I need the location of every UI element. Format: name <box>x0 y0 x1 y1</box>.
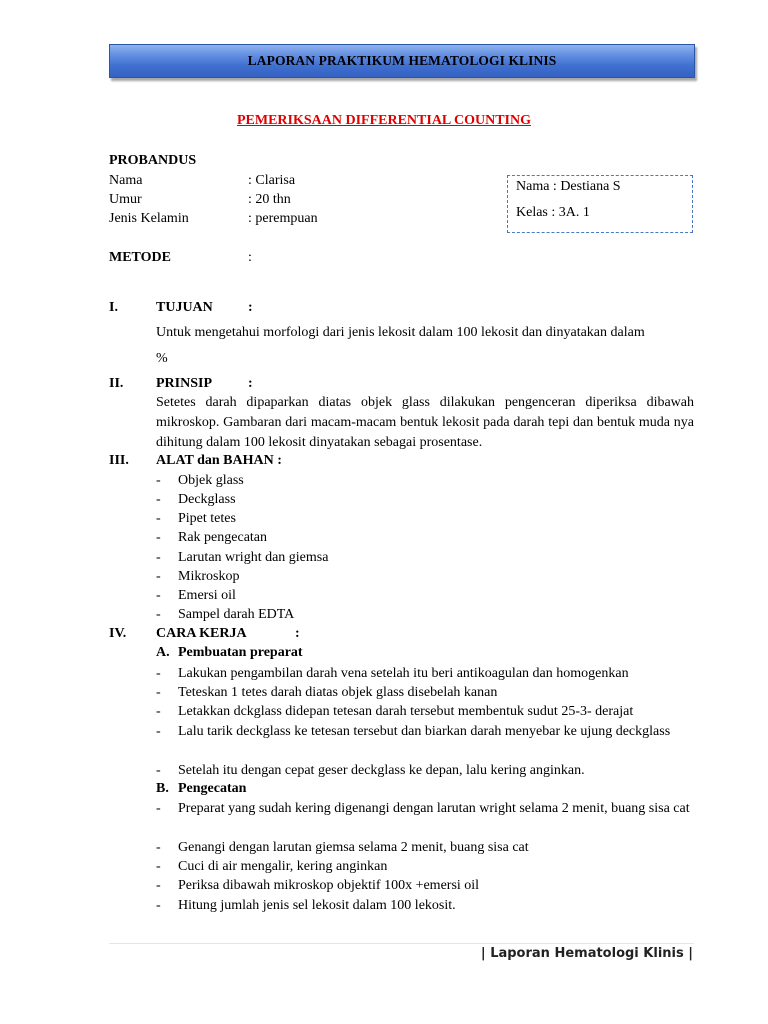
metode-label: METODE <box>109 250 171 265</box>
list-item-text: Lalu tarik deckglass ke tetesan tersebut dan biarkan darah menyebar ke ujung deckglass <box>178 724 671 739</box>
tujuan-colon: : <box>248 300 253 315</box>
identity-nama: Nama : Destiana S <box>516 179 621 194</box>
probandus-heading: PROBANDUS <box>109 153 197 168</box>
identity-box <box>507 175 693 233</box>
bullet: - <box>156 530 161 545</box>
section-number-1: I. <box>109 300 118 315</box>
bullet: - <box>156 704 161 719</box>
list-item-text: Sampel darah EDTA <box>178 607 295 622</box>
jenis-kelamin-label: Jenis Kelamin <box>109 211 189 226</box>
bullet: - <box>156 473 161 488</box>
list-item-text: Genangi dengan larutan giemsa selama 2 menit, buang sisa cat <box>178 840 529 855</box>
bullet: - <box>156 878 161 893</box>
header-banner <box>109 44 695 78</box>
list-item-text: Setelah itu dengan cepat geser deckglass ke depan, lalu kering anginkan. <box>178 763 585 778</box>
cara-kerja-colon: : <box>295 626 300 641</box>
list-item-text: Rak pengecatan <box>178 530 268 545</box>
tujuan-text: Untuk mengetahui morfologi dari jenis lekosit dalam 100 lekosit dan dinyatakan dalam <box>156 325 645 340</box>
list-item-text: Pipet tetes <box>178 511 236 526</box>
bullet: - <box>156 569 161 584</box>
metode-value: : <box>248 250 252 265</box>
umur-label: Umur <box>109 192 142 207</box>
nama-value: : Clarisa <box>248 173 296 188</box>
list-item-text: Lakukan pengambilan darah vena setelah itu beri antikoagulan dan homogenkan <box>178 666 629 681</box>
list-item-text: Teteskan 1 tetes darah diatas objek glass disebelah kanan <box>178 685 498 700</box>
prinsip-colon: : <box>248 376 253 391</box>
prinsip-heading: PRINSIP <box>156 376 213 391</box>
bullet: - <box>156 801 161 816</box>
bullet: - <box>156 840 161 855</box>
section-number-3: III. <box>109 453 129 468</box>
bullet: - <box>156 685 161 700</box>
list-item-text: Mikroskop <box>178 569 240 584</box>
prinsip-text: Setetes darah dipaparkan diatas objek glass dilakukan pengenceran diperiksa dibawah mikroskop. Gambaran dari macam-macam bentuk lekosit pada darah tepi dan bentuk muda nya dihitung dalam 100 lekosit dinyatakan sebagai prosentase. <box>156 395 694 450</box>
subsection-b-label: B. <box>156 781 169 796</box>
tujuan-heading: TUJUAN <box>156 300 213 315</box>
cara-kerja-heading: CARA KERJA <box>156 626 247 641</box>
list-item-text: Larutan wright dan giemsa <box>178 550 329 565</box>
identity-kelas: Kelas : 3A. 1 <box>516 205 590 220</box>
footer-divider <box>109 943 694 944</box>
bullet: - <box>156 492 161 507</box>
banner-title: LAPORAN PRAKTIKUM HEMATOLOGI KLINIS <box>247 53 557 68</box>
subsection-a-label: A. <box>156 645 170 660</box>
bullet: - <box>156 859 161 874</box>
bullet: - <box>156 511 161 526</box>
list-item-text: Letakkan dckglass didepan tetesan darah tersebut membentuk sudut 25-3- derajat <box>178 704 634 719</box>
list-item-text: Emersi oil <box>178 588 236 603</box>
page-footer: | Laporan Hematologi Klinis | <box>480 946 693 961</box>
alat-heading: ALAT dan BAHAN : <box>156 453 282 468</box>
bullet: - <box>156 588 161 603</box>
tujuan-text-percent: % <box>156 351 168 366</box>
bullet: - <box>156 763 161 778</box>
bullet: - <box>156 724 161 739</box>
subsection-b-title: Pengecatan <box>178 781 247 796</box>
list-item-text: Preparat yang sudah kering digenangi dengan larutan wright selama 2 menit, buang sisa cat <box>178 801 690 816</box>
section-number-4: IV. <box>109 626 127 641</box>
list-item-text: Hitung jumlah jenis sel lekosit dalam 100 lekosit. <box>178 898 456 913</box>
bullet: - <box>156 550 161 565</box>
page-subtitle: PEMERIKSAAN DIFFERENTIAL COUNTING <box>236 113 532 128</box>
list-item-text: Objek glass <box>178 473 244 488</box>
nama-label: Nama <box>109 173 143 188</box>
bullet: - <box>156 898 161 913</box>
section-number-2: II. <box>109 376 124 391</box>
list-item-text: Periksa dibawah mikroskop objektif 100x +emersi oil <box>178 878 480 893</box>
subsection-a-title: Pembuatan preparat <box>178 645 303 660</box>
bullet: - <box>156 607 161 622</box>
list-item-text: Deckglass <box>178 492 236 507</box>
umur-value: : 20 thn <box>248 192 291 207</box>
bullet: - <box>156 666 161 681</box>
list-item-text: Cuci di air mengalir, kering anginkan <box>178 859 388 874</box>
jenis-kelamin-value: : perempuan <box>248 211 318 226</box>
